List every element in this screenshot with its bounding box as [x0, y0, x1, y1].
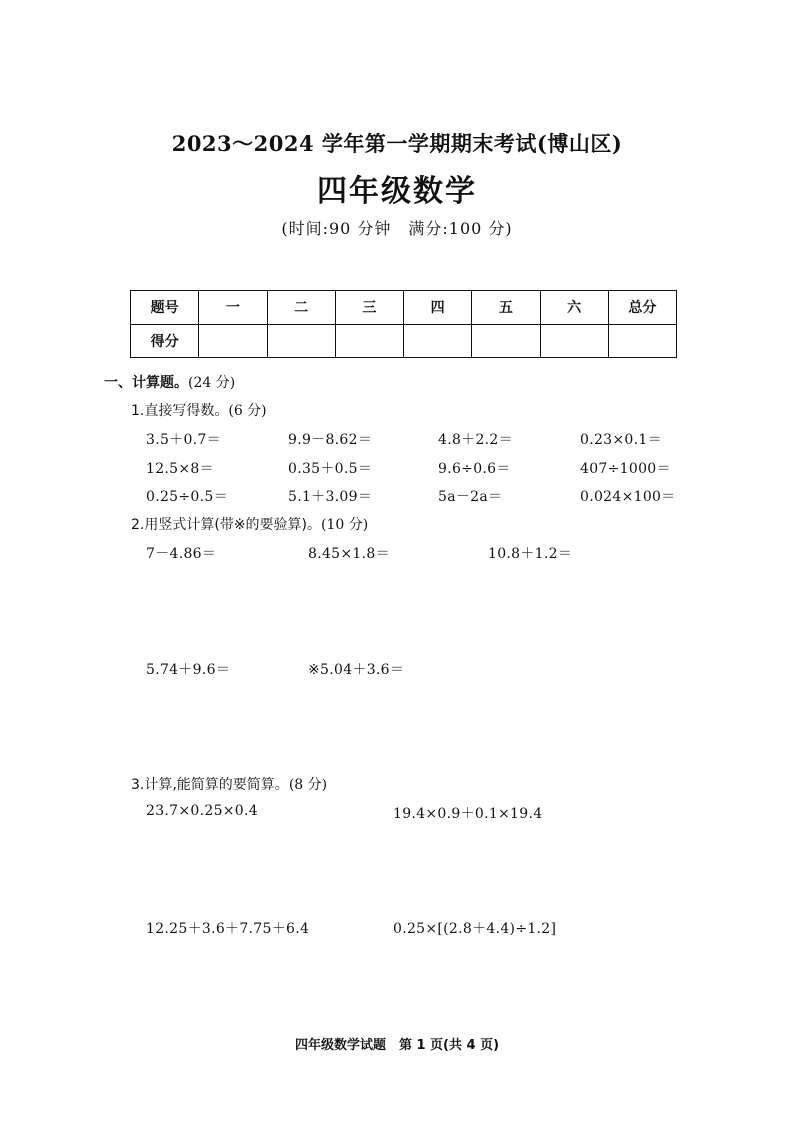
- section-1-heading: [104, 372, 235, 392]
- score-entry-cell[interactable]: [404, 324, 472, 358]
- vertical-calc-item: ※5.04＋3.6＝: [308, 662, 405, 678]
- question-2-points: (10 分): [321, 517, 369, 533]
- score-table-score-row: [131, 324, 677, 358]
- oral-calc-item: 12.5×8＝: [146, 461, 214, 477]
- score-table-header-cell: 题号: [131, 291, 199, 325]
- page-footer: 四年级数学试题 第 1 页(共 4 页): [294, 1038, 500, 1053]
- vertical-calc-item: 10.8＋1.2＝: [488, 546, 573, 562]
- question-3-points: (8 分): [288, 777, 328, 793]
- score-entry-cell[interactable]: [199, 324, 267, 358]
- score-table: [130, 290, 677, 358]
- simplify-calc-item: 23.7×0.25×0.4: [146, 803, 258, 819]
- section-1-points: (24 分): [188, 375, 236, 391]
- score-entry-cell[interactable]: [472, 324, 540, 358]
- oral-calc-item: 0.25÷0.5＝: [146, 489, 228, 505]
- score-table-header-cell: 一: [199, 291, 267, 325]
- score-entry-cell[interactable]: [335, 324, 403, 358]
- score-table-header-cell: 二: [267, 291, 335, 325]
- oral-calc-item: 0.35＋0.5＝: [288, 461, 373, 477]
- oral-calc-item: 9.9－8.62＝: [288, 432, 373, 448]
- score-table-header-cell: 六: [540, 291, 608, 325]
- score-table-header-cell: 总分: [608, 291, 676, 325]
- score-table-header-cell: 三: [335, 291, 403, 325]
- question-3-title: 3.计算,能简算的要简算。: [131, 777, 289, 793]
- exam-info: (时间:90 分钟 满分:100 分): [281, 219, 513, 238]
- subject-title: 四年级数学: [317, 174, 477, 209]
- vertical-calc-item: 7－4.86＝: [146, 546, 217, 562]
- score-table-header-row: [131, 291, 677, 325]
- simplify-calc-item: 0.25×[(2.8＋4.4)÷1.2]: [393, 921, 557, 937]
- oral-calc-item: 4.8＋2.2＝: [438, 432, 513, 448]
- question-2-heading: [131, 514, 368, 534]
- score-entry-cell[interactable]: [540, 324, 608, 358]
- oral-calc-item: 3.5＋0.7＝: [146, 432, 221, 448]
- exam-title: 2023～2024 学年第一学期期末考试(博山区): [171, 131, 623, 156]
- oral-calc-item: 407÷1000＝: [580, 461, 671, 477]
- simplify-calc-item: 19.4×0.9＋0.1×19.4: [393, 806, 543, 822]
- vertical-calc-item: 5.74＋9.6＝: [146, 662, 231, 678]
- simplify-calc-item: 12.25＋3.6＋7.75＋6.4: [146, 921, 310, 937]
- question-3-heading: [131, 774, 327, 794]
- question-1-points: (6 分): [228, 403, 267, 419]
- score-entry-cell[interactable]: [267, 324, 335, 358]
- oral-calc-item: 9.6÷0.6＝: [438, 461, 511, 477]
- question-1-heading: [131, 400, 267, 420]
- oral-calc-item: 0.23×0.1＝: [580, 432, 662, 448]
- oral-calc-item: 5a－2a＝: [438, 489, 503, 505]
- oral-calc-item: 0.024×100＝: [580, 489, 676, 505]
- score-table-header-cell: 四: [404, 291, 472, 325]
- score-table-header-cell: 五: [472, 291, 540, 325]
- vertical-calc-item: 8.45×1.8＝: [308, 546, 390, 562]
- score-label-cell: 得分: [131, 324, 199, 358]
- section-1-title: 一、计算题。: [104, 375, 188, 391]
- question-1-title: 1.直接写得数。: [131, 403, 229, 419]
- question-2-title: 2.用竖式计算(带※的要验算)。: [131, 517, 322, 533]
- oral-calc-item: 5.1＋3.09＝: [288, 489, 373, 505]
- score-entry-cell[interactable]: [608, 324, 676, 358]
